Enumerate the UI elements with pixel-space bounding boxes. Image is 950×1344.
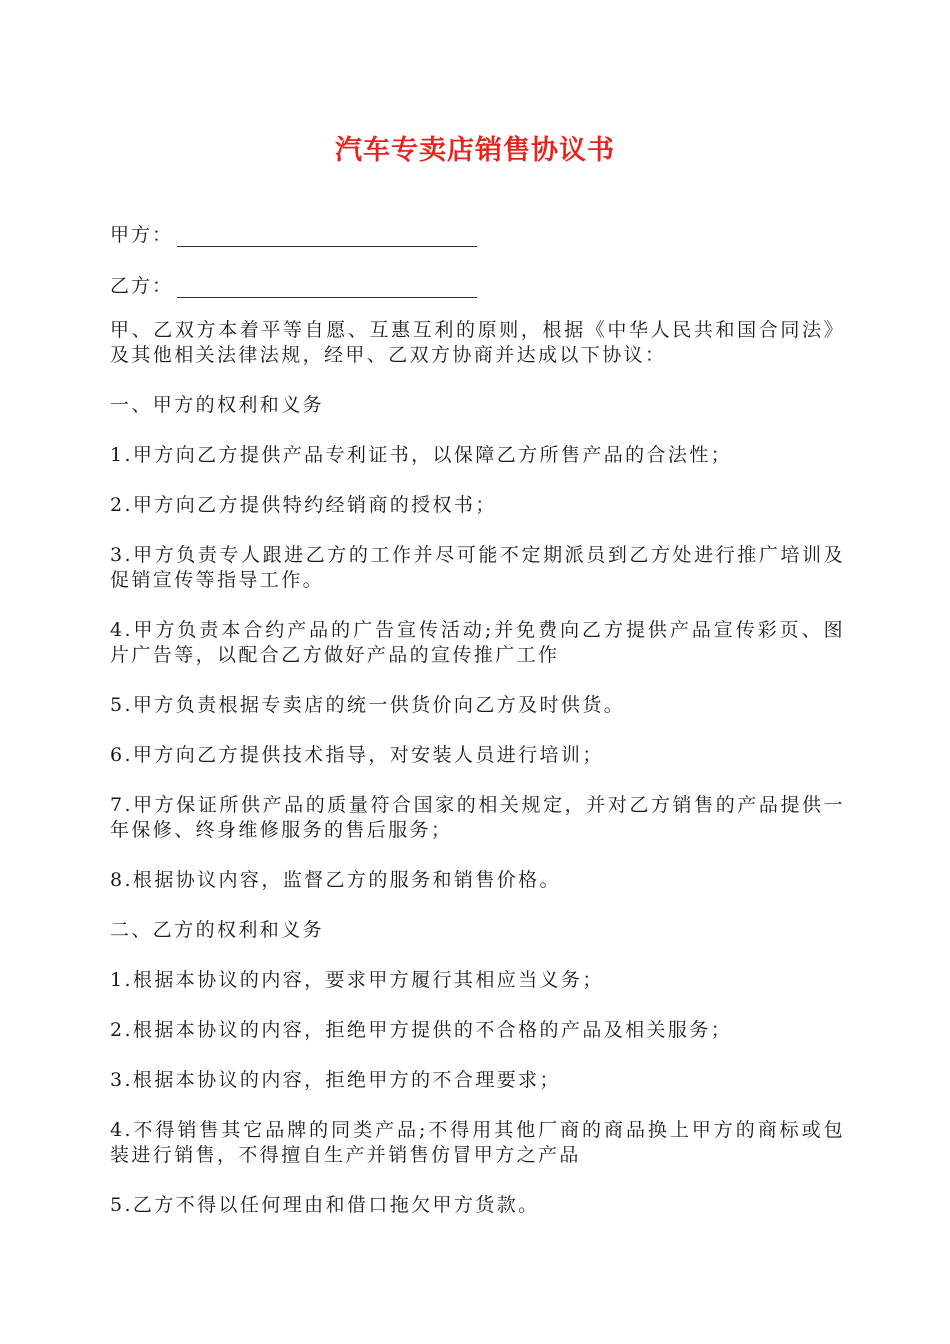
clause-a-7: 7.甲方保证所供产品的质量符合国家的相关规定，并对乙方销售的产品提供一年保修、终身维修服务的售后服务； (110, 794, 845, 841)
clause-a-1: 1.甲方向乙方提供产品专利证书，以保障乙方所售产品的合法性； (110, 444, 733, 466)
clause-a-5: 5.甲方负责根据专卖店的统一供货价向乙方及时供货。 (110, 694, 626, 716)
clause-a-6: 6.甲方向乙方提供技术指导，对安装人员进行培训； (110, 744, 604, 766)
document-body (110, 318, 845, 1243)
section-heading-party-b: 二、乙方的权利和义务 (110, 919, 325, 941)
clause-b-1: 1.根据本协议的内容，要求甲方履行其相应当义务； (110, 969, 604, 991)
clause-b-4: 4.不得销售其它品牌的同类产品;不得用其他厂商的商品换上甲方的商标或包装进行销售，不得擅自生产并销售仿冒甲方之产品 (110, 1119, 845, 1166)
party-b-blank-field (177, 279, 477, 298)
section-heading-party-a: 一、甲方的权利和义务 (110, 394, 325, 416)
preamble-paragraph: 甲、乙双方本着平等自愿、互惠互利的原则，根据《中华人民共和国合同法》及其他相关法律法规，经甲、乙双方协商并达成以下协议： (110, 319, 845, 366)
clause-a-4: 4.甲方负责本合约产品的广告宣传活动;并免费向乙方提供产品宣传彩页、图片广告等，以配合乙方做好产品的宣传推广工作 (110, 619, 845, 666)
party-a-label: 甲方： (110, 224, 174, 246)
clause-a-8: 8.根据协议内容，监督乙方的服务和销售价格。 (110, 869, 561, 891)
clause-a-2: 2.甲方向乙方提供特约经销商的授权书； (110, 494, 497, 516)
document-title: 汽车专卖店销售协议书 (335, 135, 615, 166)
clause-a-3: 3.甲方负责专人跟进乙方的工作并尽可能不定期派员到乙方处进行推广培训及促销宣传等指导工作。 (110, 544, 845, 591)
clause-b-5: 5.乙方不得以任何理由和借口拖欠甲方货款。 (110, 1194, 540, 1216)
party-b-line (110, 271, 477, 298)
clause-b-3: 3.根据本协议的内容，拒绝甲方的不合理要求； (110, 1069, 561, 1091)
party-a-line (110, 220, 477, 247)
clause-b-2: 2.根据本协议的内容，拒绝甲方提供的不合格的产品及相关服务； (110, 1019, 733, 1041)
party-a-blank-field (177, 228, 477, 247)
party-b-label: 乙方： (110, 275, 174, 297)
